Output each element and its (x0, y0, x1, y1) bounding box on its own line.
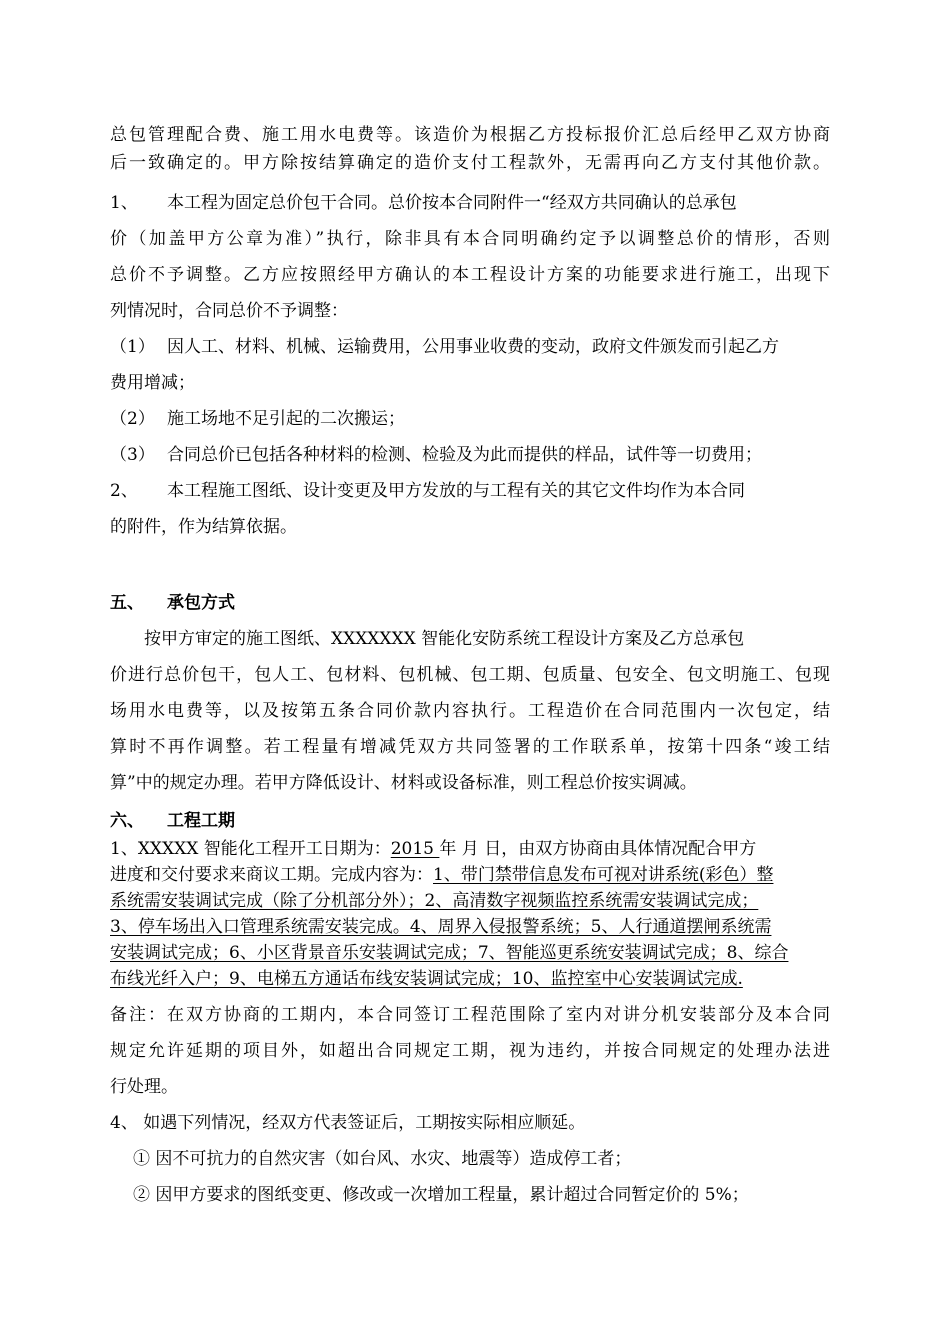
section-number: 五、 (110, 593, 144, 613)
clause-text: 本工程为固定总价包干合同。总价按本合同附件一“经双方共同确认的总承包 (167, 193, 737, 213)
schedule-text: 1、XXXXX 智能化工程开工日期为： (110, 839, 391, 859)
clause-number: 2、 (110, 481, 138, 501)
intro-line: 总包管理配合费、施工用水电费等。该造价为根据乙方投标报价汇总后经甲乙双方协商 (110, 125, 830, 145)
section-number: 六、 (110, 811, 144, 831)
list-item (110, 336, 830, 358)
note-line: 备注：在双方协商的工期内，本合同签订工程范围除了室内对讲分机安装部分及本合同 (110, 1005, 830, 1025)
list-item (110, 444, 830, 466)
clause-number: 1、 (110, 193, 138, 213)
clause-1-line (110, 192, 830, 214)
section-5-line: 算时不再作调整。若工程量有增减凭双方共同签署的工作联系单，按第十四条“竣工结 (110, 737, 830, 757)
item-number: （3） (110, 445, 155, 465)
clause-text: 本工程施工图纸、设计变更及甲方发放的与工程有关的其它文件均作为本合同 (167, 481, 745, 501)
scope-line: 安装调试完成；6、小区背景音乐安装调试完成；7、智能巡更系统安装调试完成；8、综合 (110, 943, 789, 963)
start-year: 2015 (390, 839, 440, 859)
list-item-continuation: 费用增减； (110, 373, 195, 393)
delay-condition-1: ① 因不可抗力的自然灾害（如台风、水灾、地震等）造成停工者； (133, 1149, 632, 1169)
note-line: 规定允许延期的项目外，如超出合同规定工期，视为违约，并按合同规定的处理办法进 (110, 1041, 830, 1061)
intro-line: 后一致确定的。甲方除按结算确定的造价支付工程款外，无需再向乙方支付其他价款。 (110, 153, 830, 173)
section-5-line: 场用水电费等，以及按第五条合同价款内容执行。工程造价在合同范围内一次包定，结 (110, 701, 830, 721)
section-5-heading (110, 592, 830, 614)
clause-2-line: 的附件，作为结算依据。 (110, 517, 297, 537)
clause-2-line (110, 480, 830, 502)
item-text: 施工场地不足引起的二次搬运； (167, 409, 405, 429)
item-text: 合同总价已包括各种材料的检测、检验及为此而提供的样品，试件等一切费用； (167, 445, 762, 465)
item-number: （2） (110, 409, 155, 429)
section-5-line: 价进行总价包干，包人工、包材料、包机械、包工期、包质量、包安全、包文明施工、包现 (110, 665, 830, 685)
scope-text: 1、带门禁带信息发布可视对讲系统(彩色）整 (433, 865, 774, 885)
scope-line: 布线光纤入户；9、电梯五方通话布线安装调试完成；10、监控室中心安装调试完成. (110, 969, 743, 989)
schedule-line (110, 838, 830, 860)
clause-1-line: 总价不予调整。乙方应按照经甲方确认的本工程设计方案的功能要求进行施工，出现下 (110, 265, 830, 285)
section-6-heading (110, 810, 830, 832)
section-5-line: 按甲方审定的施工图纸、XXXXXXX 智能化安防系统工程设计方案及乙方总承包 (144, 629, 745, 649)
delay-condition-2: ② 因甲方要求的图纸变更、修改或一次增加工程量，累计超过合同暂定价的 5%； (133, 1185, 749, 1205)
schedule-line (110, 864, 830, 886)
section-5-line: 算”中的规定办理。若甲方降低设计、材料或设备标准，则工程总价按实调减。 (110, 773, 697, 793)
item-text: 因人工、材料、机械、运输费用，公用事业收费的变动，政府文件颁发而引起乙方 (167, 337, 779, 357)
schedule-text: 年 月 日，由双方协商由具体情况配合甲方 (439, 839, 757, 859)
clause-4-line: 4、 如遇下列情况，经双方代表签证后，工期按实际相应顺延。 (110, 1113, 586, 1133)
schedule-text: 进度和交付要求来商议工期。完成内容为： (110, 865, 433, 885)
section-title: 工程工期 (167, 811, 235, 831)
scope-line: 3、停车场出入口管理系统需安装完成。4、周界入侵报警系统；5、人行通道摆闸系统需 (110, 917, 772, 937)
list-item (110, 408, 830, 430)
clause-1-line: 价（加盖甲方公章为准）”执行，除非具有本合同明确约定予以调整总价的情形，否则 (110, 229, 830, 249)
section-title: 承包方式 (167, 593, 235, 613)
scope-line: 系统需安装调试完成（除了分机部分外）；2、高清数字视频监控系统需安装调试完成； (110, 891, 759, 911)
item-number: （1） (110, 337, 155, 357)
note-line: 行处理。 (110, 1077, 178, 1097)
clause-1-line: 列情况时，合同总价不予调整： (110, 301, 348, 321)
